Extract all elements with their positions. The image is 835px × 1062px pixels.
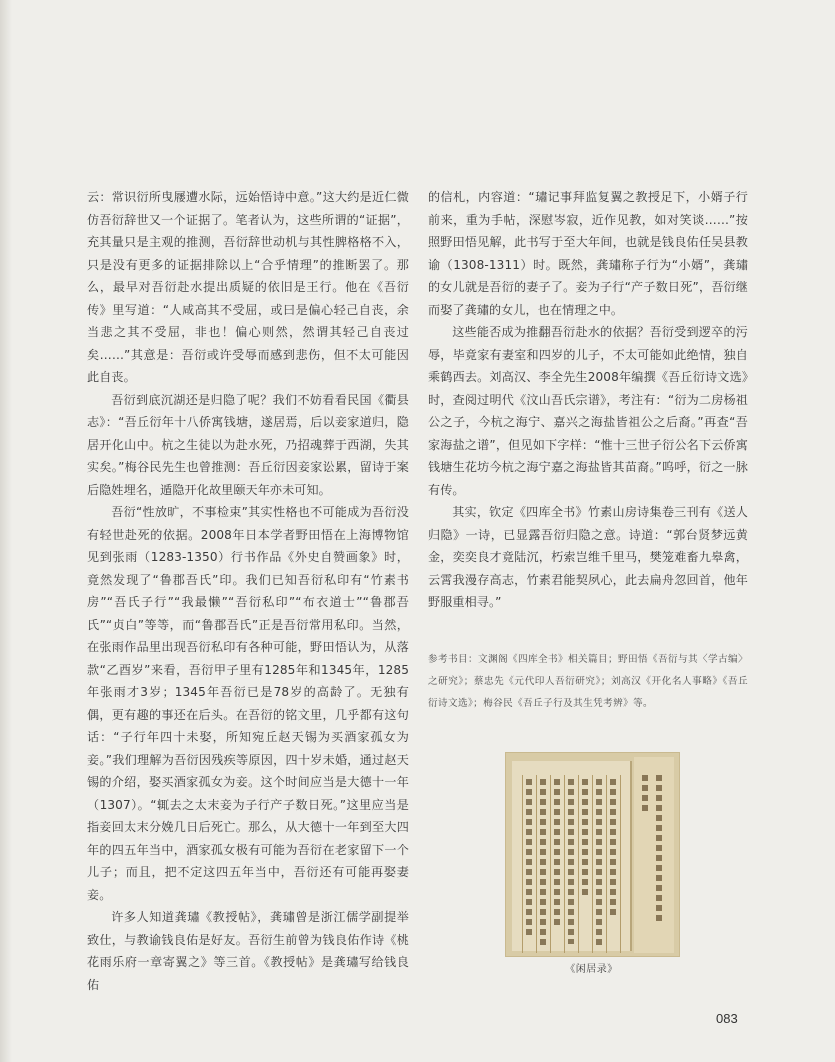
paragraph: 吾衍到底沉湖还是归隐了呢？我们不妨看看民国《衢县志》：“吾丘衍年十八侨寓钱塘，遂居焉，后以妾家道归，隐居开化山中。杭之生徒以为赴水死，乃招魂葬于西湖，失其实矣。”梅谷民先生也曾推测：吾丘衍因妾家讼累，留诗于案后隐姓埋名，遁隐开化故里颐天年亦未可知。 — [87, 392, 409, 497]
paragraph: 许多人知道龚璛《教授帖》，龚璛曾是浙江儒学副提举致仕，与教谕钱良佑是好友。吾衍生前曾为钱良佑作诗《桃花雨乐府一章寄翼之》等三首。《教授帖》是龚璛写给钱良佑 — [87, 910, 409, 992]
references: 参考书目：文渊阁《四库全书》相关篇目；野田悟《吾衍与其〈学古编〉之研究》；蔡忠先《元代印人吾衍研究》；刘高汉《开化名人事略》《吾丘衍诗文选》；梅谷民《吾丘子行及其生凭考辨》等。 — [428, 654, 748, 709]
manuscript-page-right — [634, 757, 674, 953]
manuscript-page-left — [512, 761, 632, 951]
paragraph: 云：常识衍所曳屦遭水际，远始悟诗中意。”这大约是近仁微仿吾衍辞世又一个证据了。笔者认为，这些所谓的“证据”，充其量只是主观的推测，吾衍辞世动机与其性脾格格不入，只是没有更多的证据排除以上“合乎情理”的推断罢了。那么，最早对吾衍赴水提出质疑的依旧是王行。他在《吾衍传》里写道：“人咸高其不受屈，或曰是偏心轻己自丧，余当悲之其不受屈，非也！偏心则然，然谓其轻己自丧过矣……”其意是：吾衍或许受辱而感到悲伤，但不太可能因此自丧。 — [87, 190, 409, 384]
manuscript-image — [505, 752, 680, 957]
paragraph: 其实，钦定《四库全书》竹素山房诗集卷三刊有《送人归隐》一诗，已显露吾衍归隐之意。诗道：“郭台贤梦远黄金，奕奕良才竟陆沉，朽索岂维千里马，樊笼难畜九皋禽，云霄我漫存高志，竹素君能契夙心，此去扁舟忽回首，他年野服重相寻。” — [428, 505, 748, 609]
right-text-column — [428, 186, 748, 614]
figure-caption: 《闲居录》 — [565, 964, 618, 975]
left-text-column — [87, 186, 409, 996]
paragraph: 这些能否成为推翻吾衍赴水的依据？吾衍受到逻卒的污辱，毕竟家有妻室和四岁的儿子，不太可能如此绝情，独自乘鹤西去。刘高汉、李全先生2008年编撰《吾丘衍诗文选》时，查阅过明代《汶山吾氏宗谱》，考注有：“衍为二房杨祖公之子，今杭之海宁、嘉兴之海盐皆祖公之后裔。”再查“吾家海盐之谱”，但见如下字样：“惟十三世子衍公名下云侨寓钱塘生花坊今杭之海宁嘉之海盐皆其苗裔。”呜呼，衍之一脉有传。 — [428, 325, 748, 497]
page-edge-shadow — [0, 0, 12, 1062]
paragraph: 吾衍“性放旷，不事检束”其实性格也不可能成为吾衍没有轻世赴死的依据。2008年日本学者野田悟在上海博物馆见到张雨（1283-1350）行书作品《外史自赞画象》时，竟然发现了“鲁郡吾氏”印。我们已知吾衍私印有“竹素书房”“吾氏子行”“我最懒”“吾衍私印”“布衣道士”“鲁郡吾氏”“贞白”等等，而“鲁郡吾氏”正是吾衍常用私印。当然，在张雨作品里出现吾衍私印有各种可能，野田悟认为，从落款“乙酉岁”来看，吾衍甲子里有1285年和1345年，1285年张雨才3岁；1345年吾衍已是78岁的高龄了。无独有偶，更有趣的事还在后头。在吾衍的铭文里，几乎都有这句话：“子行年四十未娶，所知宛丘赵天锡为买酒家孤女为妾。”我们理解为吾衍因残疾等原因，四十岁未婚，通过赵天锡的介绍，娶买酒家孤女为妾。这个时间应当是大德十一年（1307）。“辄去之太末妾为子行产子数日死。”这里应当是指妾回太末分娩几日后死亡。那么，从大德十一年到至大四年的四五年当中，酒家孤女极有可能为吾衍在老家留下一个儿子；而且，把不定这四五年当中，吾衍还有可能再娶妻妾。 — [87, 505, 409, 902]
paragraph: 的信札，内容道：“璛记事拜监复翼之教授足下，小婿子行前来，重为手帖，深慰岑寂，近作见教，如对笑谈……”按照野田悟见解，此书写于至大年间，也就是钱良佑任吴县教谕（1308-1311）时。既然，龚璛称子行为“小婿”，龚璛的女儿就是吾衍的妻子了。妾为子行“产子数日死”，吾衍继而娶了龚璛的女儿，也在情理之中。 — [428, 190, 748, 317]
page-number: 083 — [716, 1011, 738, 1026]
